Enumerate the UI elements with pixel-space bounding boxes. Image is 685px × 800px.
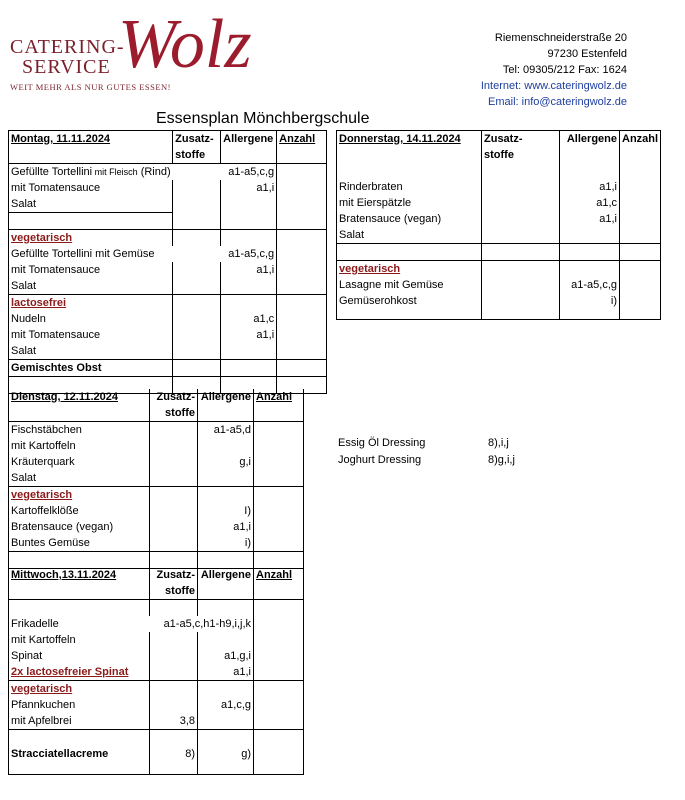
table-row (337, 195, 661, 211)
address-internet (481, 80, 627, 92)
internet-link[interactable]: www.cateringwolz.de (524, 80, 627, 92)
day-header: Dienstag, 12.11.2024 (9, 389, 150, 405)
table-row (9, 295, 327, 312)
table-row (9, 230, 327, 247)
wednesday-table (8, 567, 304, 775)
allergen-value: a1,i (599, 181, 617, 193)
table-row (9, 131, 327, 148)
allergen-value: a1-a5,c,g (228, 248, 275, 260)
anzahl-header: Anzahl (620, 131, 661, 148)
dessert: Gemischtes Obst (9, 360, 173, 377)
dish: Salat (9, 470, 150, 487)
table-row (337, 179, 661, 195)
table-row (337, 309, 661, 320)
tuesday-table (8, 389, 304, 569)
allergene-header: Allergene (221, 131, 277, 148)
dish: mit Eierspätzle (337, 195, 482, 211)
dressing-name: Joghurt Dressing (338, 454, 422, 466)
dressing-code: 8)g,i,j (488, 454, 515, 466)
address-phone: Tel: 09305/212 Fax: 1624 (502, 64, 627, 76)
allergen-value: a1-a5,c,g (571, 279, 617, 291)
table-row (9, 311, 327, 327)
day-header: Montag, 11.11.2024 (9, 131, 173, 148)
allergen-value: a1-a5,c,g (228, 166, 275, 178)
day-header: Mittwoch,13.11.2024 (9, 567, 150, 583)
internet-label: Internet: (480, 80, 525, 92)
table-row (9, 327, 327, 343)
dish: Salat (9, 278, 173, 295)
dish: mit Tomatensauce (9, 327, 173, 343)
dish: Kartoffelklöße (9, 503, 150, 519)
dish: Bratensauce (vegan) (337, 211, 482, 227)
table-row (9, 454, 304, 470)
dish (9, 164, 173, 181)
address-email (488, 96, 627, 108)
allergen-value: a1,i (256, 264, 275, 276)
table-row (9, 730, 304, 747)
allergen-value: I) (244, 505, 251, 517)
dressing-code: 8),i,j (488, 437, 509, 449)
table-row (9, 180, 327, 196)
logo-service-text: SERVICE (22, 56, 111, 78)
table-row (9, 246, 327, 262)
address-city: 97230 Estenfeld (547, 48, 627, 60)
zusatz-header: Zusatz- (150, 389, 198, 405)
allergen-value: a1-a5,c,h1-h9,i,j,k (163, 618, 251, 630)
dish: Salat (9, 196, 173, 213)
table-row (9, 567, 304, 583)
table-row (337, 163, 661, 179)
section-label: vegetarisch (9, 487, 150, 504)
dish: Frikadelle (9, 616, 150, 632)
table-row (9, 583, 304, 600)
allergen-value: a1,i (256, 329, 275, 341)
allergen-value: g) (241, 748, 251, 760)
dish-part: mit Fleisch (92, 167, 138, 177)
table-row (9, 632, 304, 648)
dish: Gefüllte Tortellini mit Gemüse (9, 246, 173, 262)
table-row (9, 600, 304, 617)
table-row (9, 470, 304, 487)
table-row (9, 713, 304, 730)
zusatz-value: 8) (150, 746, 198, 766)
section-label: lactosefrei (9, 295, 173, 312)
table-row (9, 343, 327, 360)
table-row (9, 360, 327, 377)
allergen-value: a1-a5,d (213, 424, 251, 436)
dish: mit Kartoffeln (9, 632, 150, 648)
table-row (337, 244, 661, 261)
zusatz-header-2: stoffe (173, 147, 221, 164)
table-row (9, 697, 304, 713)
dish: mit Tomatensauce (9, 180, 173, 196)
table-row (9, 552, 304, 569)
anzahl-header: Anzahl (254, 389, 304, 405)
dish: Spinat (9, 648, 150, 664)
dessert: Stracciatellacreme (9, 746, 150, 766)
section-label: vegetarisch (337, 261, 482, 278)
dish: Buntes Gemüse (9, 535, 150, 552)
dish: Lasagne mit Gemüse (337, 277, 482, 293)
table-row (337, 261, 661, 278)
allergen-value: a1,c (253, 313, 275, 325)
table-row (9, 438, 304, 454)
table-row (337, 131, 661, 148)
logo-catering-text: CATERING- (10, 36, 125, 58)
table-row (9, 422, 304, 439)
section-label: 2x lactosefreier Spinat (9, 664, 150, 681)
thursday-table (336, 130, 661, 320)
table-row (9, 681, 304, 698)
email-label: Email: (488, 96, 522, 108)
table-row (9, 648, 304, 664)
logo-wolz-script: Wolz (118, 6, 252, 83)
dish: Fischstäbchen (9, 422, 150, 439)
zusatz-header: Zusatz- (150, 567, 198, 583)
dish-part: (Rind) (137, 166, 171, 178)
table-row (9, 196, 327, 213)
allergen-value: g,i (239, 456, 251, 468)
anzahl-header: Anzahl (277, 131, 327, 148)
dish: Pfannkuchen (9, 697, 150, 713)
dish: Rinderbraten (337, 179, 482, 195)
page-title: Essensplan Mönchbergschule (156, 110, 370, 127)
table-row (9, 262, 327, 278)
zusatz-header-2: stoffe (150, 583, 198, 600)
table-row (9, 278, 327, 295)
zusatz-header-2: stoffe (150, 405, 198, 422)
table-row (9, 535, 304, 552)
dish-part: Gefüllte Tortellini (11, 166, 93, 178)
table-row (9, 519, 304, 535)
allergen-value: a1,c,g (221, 699, 251, 711)
zusatz-header: Zusatz- (482, 131, 560, 148)
table-row (337, 277, 661, 293)
allergen-value: a1,c (596, 197, 617, 209)
section-label: vegetarisch (9, 681, 150, 698)
table-row (9, 389, 304, 405)
dish: mit Kartoffeln (9, 438, 150, 454)
allergene-header: Allergene (200, 569, 251, 581)
address-street: Riemenschneiderstraße 20 (494, 32, 627, 44)
allergen-value: a1,i (233, 521, 251, 533)
zusatz-header-2: stoffe (482, 147, 560, 163)
allergen-value: a1,i (198, 664, 254, 681)
allergen-value: a1,g,i (224, 650, 251, 662)
allergene-header: Allergene (560, 131, 620, 148)
table-row (9, 766, 304, 775)
table-row (9, 164, 327, 181)
zusatz-value: 3,8 (150, 713, 198, 730)
dish: Salat (337, 227, 482, 244)
day-header: Donnerstag, 14.11.2024 (337, 131, 482, 148)
logo-slogan: WEIT MEHR ALS NUR GUTES ESSEN! (10, 82, 171, 92)
dish: Gemüserohkost (337, 293, 482, 309)
table-row (9, 147, 327, 164)
dish: Salat (9, 343, 173, 360)
dish: Nudeln (9, 311, 173, 327)
email-link[interactable]: info@cateringwolz.de (521, 96, 627, 108)
monday-table (8, 130, 327, 394)
table-row (9, 746, 304, 766)
dish: Bratensauce (vegan) (9, 519, 150, 535)
anzahl-header: Anzahl (254, 567, 304, 583)
allergen-value: a1,i (599, 213, 617, 225)
table-row (337, 211, 661, 227)
allergene-header: Allergene (200, 391, 251, 403)
allergen-value: a1,i (256, 182, 275, 194)
dressing-name: Essig Öl Dressing (338, 437, 426, 449)
table-row (337, 227, 661, 244)
allergen-value: i) (610, 295, 617, 307)
zusatz-header: Zusatz- (173, 131, 221, 148)
section-label: vegetarisch (9, 230, 173, 247)
table-row (9, 664, 304, 681)
dish: Kräuterquark (9, 454, 150, 470)
dish: mit Tomatensauce (9, 262, 173, 278)
table-row (9, 487, 304, 504)
allergen-value: i) (198, 535, 254, 552)
table-row (9, 503, 304, 519)
table-row (9, 616, 304, 632)
table-row (9, 213, 327, 230)
table-row (337, 147, 661, 163)
table-row (9, 405, 304, 422)
table-row (337, 293, 661, 309)
dish: mit Apfelbrei (9, 713, 150, 730)
